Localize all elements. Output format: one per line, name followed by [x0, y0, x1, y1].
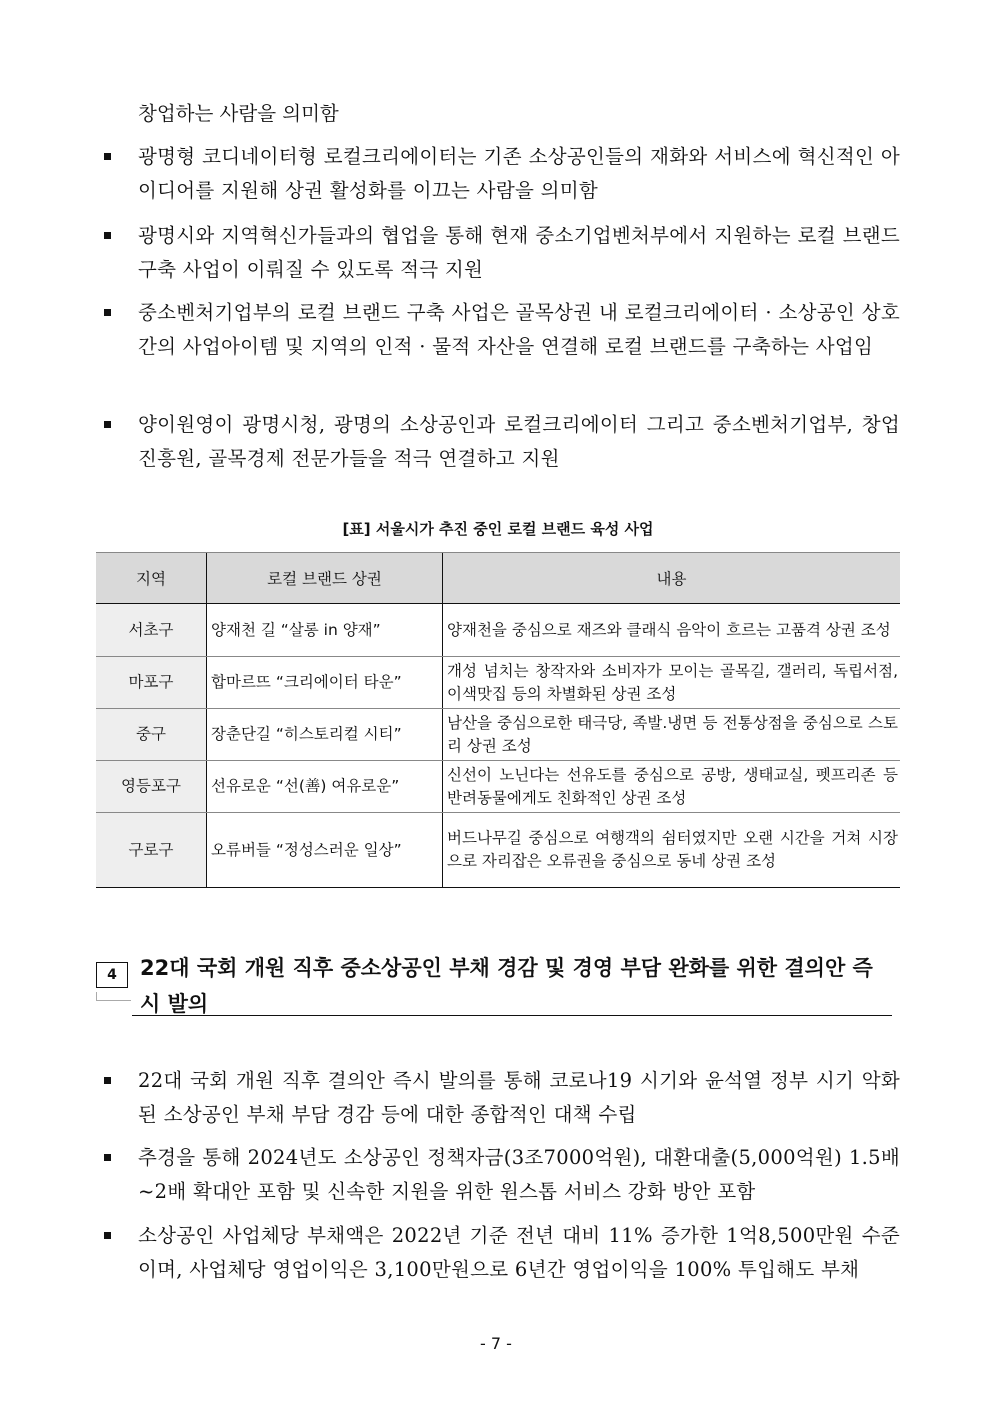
bullet-text: 중소벤처기업부의 로컬 브랜드 구축 사업은 골목상권 내 로컬크리에이터 · 소상공인 상호간의 사업아이템 및 지역의 인적 · 물적 자산을 연결해 로컬 브랜드를 구축하는 사업임 — [138, 301, 900, 358]
bullet-paragraph — [104, 219, 900, 287]
region-cell: 마포구 — [96, 657, 207, 709]
local-brand-table — [96, 552, 900, 888]
bullet-paragraph — [104, 1219, 900, 1287]
table-row — [96, 604, 900, 657]
section-underline — [132, 1015, 892, 1016]
bullet-square-icon — [104, 1154, 111, 1161]
bullet-paragraph — [104, 1064, 900, 1132]
description-cell: 양재천을 중심으로 재즈와 클래식 음악이 흐르는 고품격 상권 조성 — [443, 604, 901, 657]
section-title: 22대 국회 개원 직후 중소상공인 부채 경감 및 경영 부담 완화를 위한 결의안 즉시 발의 — [140, 956, 873, 1016]
street-cell: 양재천 길 “살롱 in 양재” — [207, 604, 443, 657]
section-number-shadow — [96, 992, 131, 1001]
region-cell: 구로구 — [96, 813, 207, 888]
bullet-square-icon — [104, 232, 111, 239]
description-cell: 버드나무길 중심으로 여행객의 쉼터였지만 오랜 시간을 거쳐 시장으로 자리잡은 오류권을 중심으로 동네 상권 조성 — [443, 813, 901, 888]
description-cell: 신선이 노닌다는 선유도를 중심으로 공방, 생태교실, 펫프리존 등 반려동물에게도 친화적인 상권 조성 — [443, 761, 901, 813]
column-header-region: 지역 — [96, 553, 207, 604]
bullet-paragraph — [104, 408, 900, 476]
description-cell: 남산을 중심으로한 태극당, 족발.냉면 등 전통상점을 중심으로 스토리 상권 조성 — [443, 709, 901, 761]
bullet-text: 소상공인 사업체당 부채액은 2022년 기준 전년 대비 11% 증가한 1억8,500만원 수준이며, 사업체당 영업이익은 3,100만원으로 6년간 영업이익을 100% 투입해도 부채 — [138, 1224, 900, 1281]
bullet-square-icon — [104, 309, 111, 316]
bullet-text: 광명시와 지역혁신가들과의 협업을 통해 현재 중소기업벤처부에서 지원하는 로컬 브랜드 구축 사업이 이뤄질 수 있도록 적극 지원 — [138, 224, 900, 281]
region-cell: 서초구 — [96, 604, 207, 657]
bullet-paragraph — [104, 1141, 900, 1209]
bullet-text: 양이원영이 광명시청, 광명의 소상공인과 로컬크리에이터 그리고 중소벤처기업부, 창업진흥원, 골목경제 전문가들을 적극 연결하고 지원 — [138, 413, 900, 470]
bullet-paragraph — [104, 296, 900, 364]
table-row — [96, 761, 900, 813]
street-cell: 오류버들 “정성스러운 일상” — [207, 813, 443, 888]
table-row — [96, 657, 900, 709]
description-cell: 개성 넘치는 창작자와 소비자가 모이는 골목길, 갤러리, 독립서점, 이색맛집 등의 차별화된 상권 조성 — [443, 657, 901, 709]
intro-continuation: 창업하는 사람을 의미함 — [138, 102, 339, 125]
bullet-square-icon — [104, 1232, 111, 1239]
bullet-text: 22대 국회 개원 직후 결의안 즉시 발의를 통해 코로나19 시기와 윤석열 정부 시기 악화된 소상공인 부채 부담 경감 등에 대한 종합적인 대책 수립 — [138, 1069, 900, 1126]
region-cell: 영등포구 — [96, 761, 207, 813]
table-row — [96, 813, 900, 888]
bullet-text: 광명형 코디네이터형 로컬크리에이터는 기존 소상공인들의 재화와 서비스에 혁신적인 아이디어를 지원해 상권 활성화를 이끄는 사람을 의미함 — [138, 145, 900, 202]
bullet-text: 추경을 통해 2024년도 소상공인 정책자금(3조7000억원), 대환대출(5,000억원) 1.5배~2배 확대안 포함 및 신속한 지원을 위한 원스톱 서비스 강화 방안 포함 — [138, 1146, 900, 1203]
column-header-content: 내용 — [443, 553, 901, 604]
region-cell: 중구 — [96, 709, 207, 761]
street-cell: 합마르뜨 “크리에이터 타운” — [207, 657, 443, 709]
table-caption: [표] 서울시가 추진 중인 로컬 브랜드 육성 사업 — [342, 520, 654, 538]
bullet-paragraph — [104, 140, 900, 208]
table-row — [96, 709, 900, 761]
section-number-box: 4 — [96, 962, 128, 988]
column-header-street: 로컬 브랜드 상권 — [207, 553, 443, 604]
street-cell: 선유로운 “선(善) 여유로운” — [207, 761, 443, 813]
bullet-square-icon — [104, 153, 111, 160]
street-cell: 장춘단길 “히스토리컬 시티” — [207, 709, 443, 761]
bullet-square-icon — [104, 421, 111, 428]
bullet-square-icon — [104, 1077, 111, 1084]
page-number: - 7 - — [480, 1334, 512, 1353]
table-header-row — [96, 553, 900, 604]
